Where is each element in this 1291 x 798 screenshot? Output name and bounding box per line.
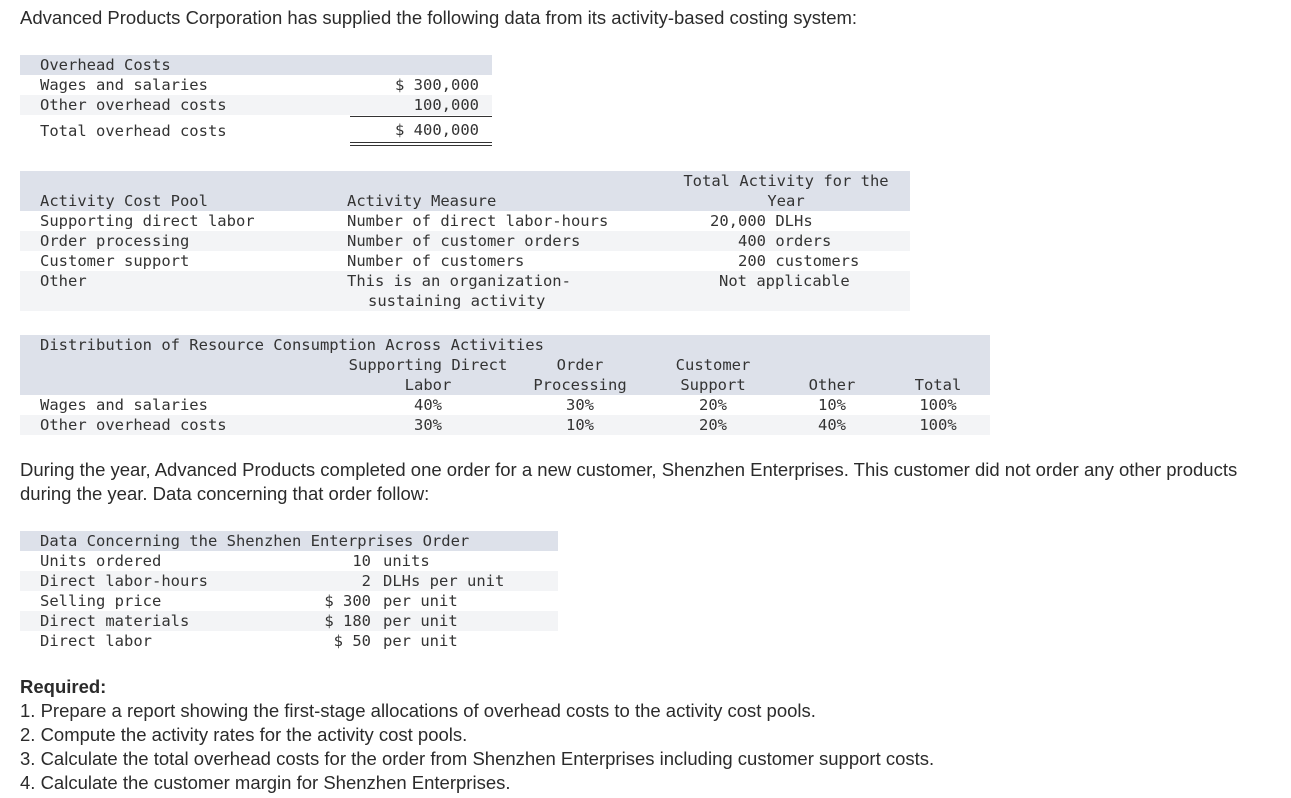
total-value: $ 400,000 bbox=[395, 121, 479, 139]
col-header-op: Order bbox=[556, 356, 604, 374]
table-cell: 20% bbox=[699, 396, 727, 414]
col-header-cs: Customer bbox=[675, 356, 751, 374]
table-cell: 20% bbox=[699, 416, 727, 434]
order-title: Data Concerning the Shenzhen Enterprises Order bbox=[40, 532, 470, 550]
col-header-sdl: Supporting Direct bbox=[348, 356, 508, 374]
table-row-value: $ 50 bbox=[333, 632, 371, 650]
required-item: 2. Compute the activity rates for the activity cost pools. bbox=[20, 724, 468, 745]
table-row-measure: Number of customers bbox=[347, 252, 525, 270]
table-row-unit: per unit bbox=[383, 612, 458, 630]
required-item: 1. Prepare a report showing the first-stage allocations of overhead costs to the activity cost pools. bbox=[20, 700, 816, 721]
table-cell: 100% bbox=[919, 396, 957, 414]
table-row-unit: per unit bbox=[383, 592, 458, 610]
table-row-label: Order processing bbox=[40, 232, 190, 250]
table-row-label: Supporting direct labor bbox=[40, 212, 255, 230]
table-row-label: Customer support bbox=[40, 252, 190, 270]
col-header-total: Total bbox=[914, 376, 962, 394]
table-cell: 10% bbox=[818, 396, 846, 414]
col-header-pool: Activity Cost Pool bbox=[40, 192, 208, 210]
table-cell: 40% bbox=[818, 416, 846, 434]
table-row-measure: Number of customer orders bbox=[347, 232, 581, 250]
table-row-label: Selling price bbox=[40, 592, 162, 610]
table-row-total: 20,000 DLHs bbox=[710, 212, 813, 230]
col-header-op-2: Processing bbox=[533, 376, 627, 394]
col-header-other: Other bbox=[808, 376, 856, 394]
subtotal-rule bbox=[350, 116, 492, 117]
table-row-value: $ 300 bbox=[324, 592, 371, 610]
intro-text: Advanced Products Corporation has supplied the following data from its activity-based costing system: bbox=[20, 7, 858, 28]
distribution-title: Distribution of Resource Consumption Across Activities bbox=[40, 336, 544, 354]
col-header-cs-2: Support bbox=[680, 376, 746, 394]
table-row-total: Not applicable bbox=[719, 272, 850, 290]
col-header-total-year: Year bbox=[767, 192, 805, 210]
table-row-value: $ 180 bbox=[324, 612, 371, 630]
double-rule-top bbox=[350, 142, 492, 143]
table-cell: 30% bbox=[414, 416, 442, 434]
table-row-label: Direct labor-hours bbox=[40, 572, 208, 590]
total-label: Total overhead costs bbox=[40, 122, 227, 140]
table-row-measure: This is an organization- bbox=[347, 272, 571, 290]
table-cell: 10% bbox=[566, 416, 594, 434]
table-row-value: $ 300,000 bbox=[395, 76, 479, 94]
table-row-total: 200 customers bbox=[738, 252, 860, 270]
table-row-label: Units ordered bbox=[40, 552, 162, 570]
table-row-value: 10 bbox=[352, 552, 371, 570]
table-row-measure: Number of direct labor-hours bbox=[347, 212, 609, 230]
table-row-unit: per unit bbox=[383, 632, 458, 650]
required-item: 3. Calculate the total overhead costs for the order from Shenzhen Enterprises including customer support costs. bbox=[20, 748, 935, 769]
table-row-value: 2 bbox=[361, 572, 371, 590]
table-row-label: Other bbox=[40, 272, 87, 290]
table-row-label: Wages and salaries bbox=[40, 76, 208, 94]
table-row-measure-cont: sustaining activity bbox=[368, 292, 546, 310]
middle-paragraph: During the year, Advanced Products completed one order for a new customer, Shenzhen Enterprises. This customer did not order any other products during the year. Data concerning that order follow: bbox=[20, 459, 1238, 504]
table-row-unit: DLHs per unit bbox=[383, 572, 505, 590]
overhead-header: Overhead Costs bbox=[40, 56, 171, 74]
col-header-total: Total Activity for the bbox=[683, 172, 889, 190]
table-row-label: Other overhead costs bbox=[40, 416, 227, 434]
table-row-unit: units bbox=[383, 552, 430, 570]
table-row-label: Direct materials bbox=[40, 612, 190, 630]
table-cell: 30% bbox=[566, 396, 594, 414]
table-row-label: Wages and salaries bbox=[40, 396, 208, 414]
table-row-label: Direct labor bbox=[40, 632, 152, 650]
table-row-total: 400 orders bbox=[738, 232, 832, 250]
table-cell: 100% bbox=[919, 416, 957, 434]
table-row-value: 100,000 bbox=[413, 96, 479, 114]
col-header-measure: Activity Measure bbox=[347, 192, 497, 210]
table-row-label: Other overhead costs bbox=[40, 96, 227, 114]
required-title: Required: bbox=[20, 676, 107, 697]
table-cell: 40% bbox=[414, 396, 442, 414]
col-header-sdl-2: Labor bbox=[404, 376, 452, 394]
double-rule-bottom bbox=[350, 145, 492, 146]
required-item: 4. Calculate the customer margin for Shenzhen Enterprises. bbox=[20, 772, 511, 793]
